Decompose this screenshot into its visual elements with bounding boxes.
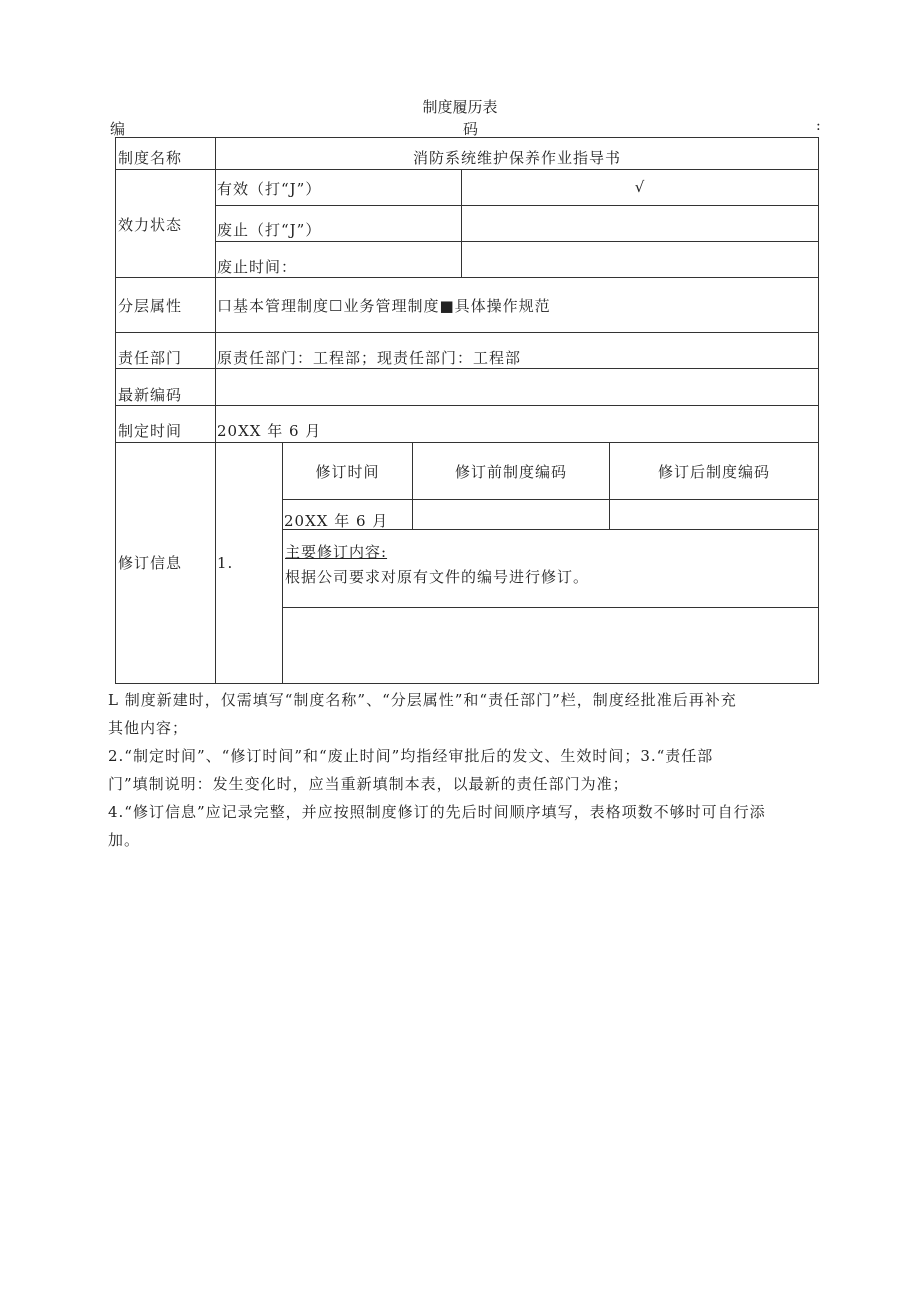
col-divider <box>609 442 610 529</box>
note-line: 4.“修订信息”应记录完整，并应按照制度修订的先后时间顺序填写，表格项数不够时可自行添 <box>108 803 766 821</box>
row-divider <box>116 368 818 369</box>
col-divider <box>215 138 216 683</box>
made-time-value: 20XX 年 6 月 <box>217 422 322 440</box>
row-divider <box>116 405 818 406</box>
rev-content-text: 根据公司要求对原有文件的编号进行修订。 <box>285 568 590 586</box>
abolish-label: 废止（打“J”） <box>217 221 322 239</box>
code-label-colon: : <box>816 118 821 134</box>
page-title: 制度履历表 <box>422 98 498 116</box>
note-line: 加。 <box>108 831 141 849</box>
revision-label: 修订信息 <box>118 554 183 572</box>
name-value: 消防系统维护保养作业指导书 <box>412 149 621 167</box>
row-divider <box>282 499 818 500</box>
dept-value: 原责任部门：工程部；现责任部门：工程部 <box>217 349 522 367</box>
dept-label: 责任部门 <box>118 349 183 367</box>
notes-block <box>108 686 820 854</box>
abolish-time-label: 废止时间： <box>217 258 298 276</box>
status-label: 效力状态 <box>118 216 183 234</box>
note-line: L 制度新建时，仅需填写“制度名称”、“分层属性”和“责任部门”栏，制度经批准后再补充 <box>108 691 737 709</box>
row-divider <box>116 169 818 170</box>
valid-label: 有效（打“J”） <box>217 180 322 198</box>
row-divider <box>116 332 818 333</box>
col-divider <box>412 442 413 529</box>
valid-value: √ <box>634 178 646 196</box>
code-label-mid: 码 <box>463 120 479 138</box>
row-divider <box>215 241 818 242</box>
name-label: 制度名称 <box>118 149 183 167</box>
note-line: 门”填制说明：发生变化时，应当重新填制本表，以最新的责任部门为准； <box>108 775 629 793</box>
rev-col-after: 修订后制度编码 <box>657 463 770 481</box>
row-divider <box>282 607 818 608</box>
row-divider <box>215 205 818 206</box>
layer-value: 口基本管理制度☐业务管理制度■具体操作规范 <box>217 297 551 315</box>
layer-label: 分层属性 <box>118 297 183 315</box>
rev-col-before: 修订前制度编码 <box>454 463 567 481</box>
rev-col-time: 修订时间 <box>315 463 380 481</box>
row-divider <box>116 277 818 278</box>
note-line: 其他内容； <box>108 719 189 737</box>
row-divider <box>116 442 818 443</box>
revision-history-table <box>115 137 819 684</box>
revision-index: 1. <box>217 554 234 572</box>
made-time-label: 制定时间 <box>118 422 183 440</box>
note-line: 2.“制定时间”、“修订时间”和“废止时间”均指经审批后的发文、生效时间；3.“责任部 <box>108 747 714 765</box>
rev-time-value: 20XX 年 6 月 <box>284 512 389 530</box>
rev-content-label: 主要修订内容: <box>285 543 388 561</box>
code-label-left: 编 <box>110 120 126 138</box>
latest-code-label: 最新编码 <box>118 386 183 404</box>
